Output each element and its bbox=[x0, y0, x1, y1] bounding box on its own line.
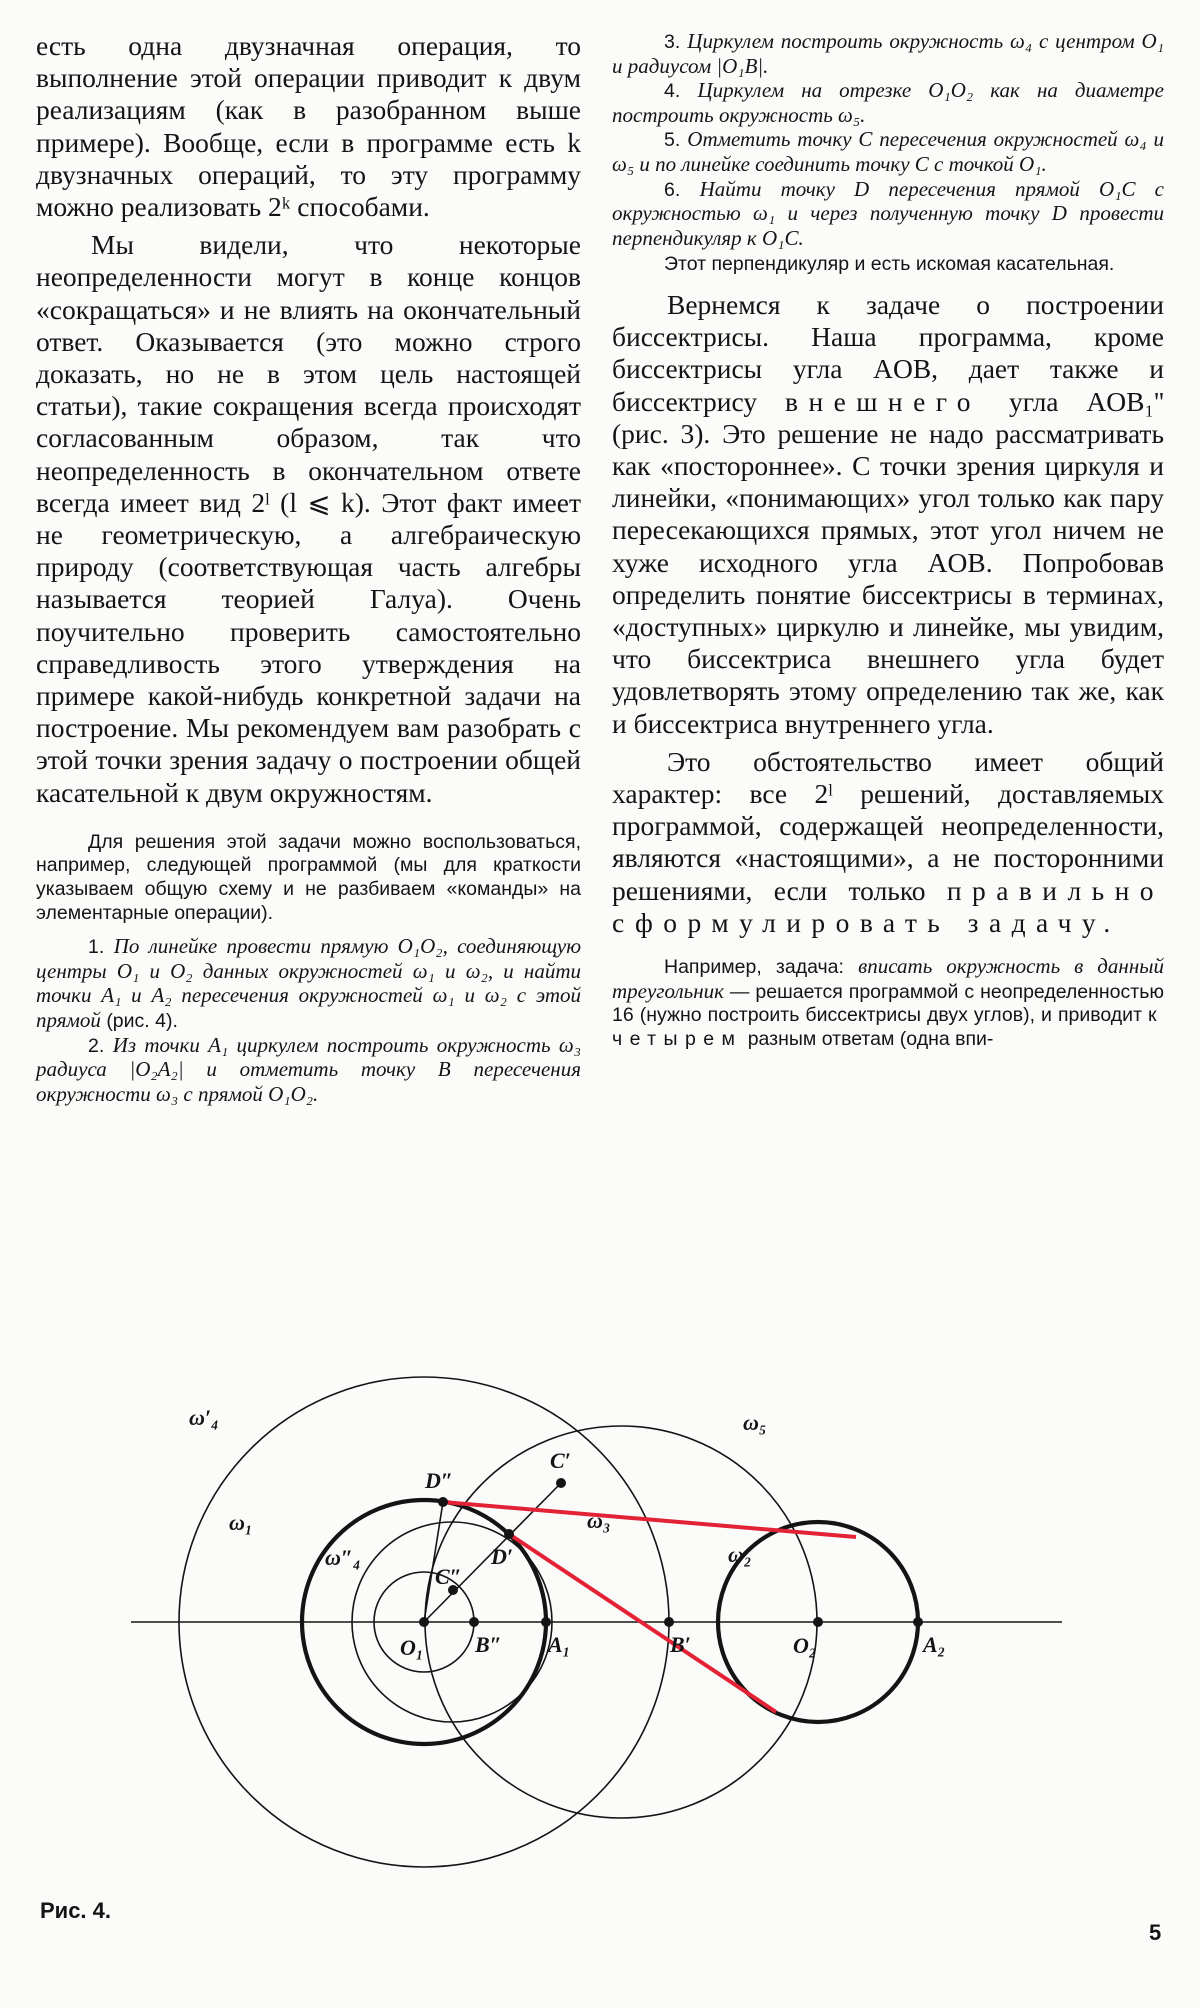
program-step-4 bbox=[612, 79, 1164, 128]
figure-4-construction bbox=[95, 1350, 1085, 1890]
program-step-5 bbox=[612, 128, 1164, 177]
label-c-prime: C′ bbox=[550, 1448, 571, 1473]
label-omega3: ω₃ bbox=[587, 1508, 611, 1533]
paragraph-tangent-result: Этот перпендикуляр и есть искомая касательная. bbox=[664, 253, 1115, 276]
step-number: 5. bbox=[664, 129, 681, 152]
label-d-prime: D′ bbox=[491, 1544, 514, 1569]
step-text: Найти точку D пересечения прямой O₁C с окружностью ω₁ и через полученную точку D провести перпендикуляр к O₁C. bbox=[612, 176, 1165, 250]
label-a2: A₂ bbox=[923, 1632, 946, 1657]
point-o1 bbox=[419, 1617, 429, 1627]
label-omega4-prime: ω′₄ bbox=[189, 1405, 219, 1430]
label-a1: A₁ bbox=[548, 1632, 571, 1657]
step-text: По линейке провести прямую O₁O₂, соединяющую центры O₁ и O₂ данных окружностей ω₁ и ω₂, и найти точки A₁ и A₂ пересечения окружностей ω₁ и ω₂ с этой прямой bbox=[36, 934, 582, 1033]
step-number: 4. bbox=[664, 80, 681, 103]
step-text: Циркулем на отрезке O₁O₂ как на диаметре построить окружность ω₅. bbox=[612, 78, 1164, 127]
figure-caption: Рис. 4. bbox=[40, 1898, 112, 1923]
paragraph-program-intro: Для решения этой задачи можно воспользоваться, например, следующей программой (мы для краткости указываем общую схему и не разбиваем «команды» на элементарные операции). bbox=[36, 830, 581, 924]
spaced-emphasis: внешнего bbox=[785, 385, 981, 417]
page-number: 5 bbox=[1149, 1920, 1162, 1945]
point-a2 bbox=[913, 1617, 923, 1627]
step-number: 1. bbox=[88, 936, 105, 959]
label-o2: O₂ bbox=[793, 1633, 817, 1658]
point-a1 bbox=[541, 1617, 551, 1627]
program-steps-right bbox=[612, 30, 1164, 277]
point-b-double-prime bbox=[469, 1617, 479, 1627]
point-d-double-prime bbox=[438, 1497, 448, 1507]
label-b-prime: B′ bbox=[670, 1632, 691, 1657]
label-d-double-prime: D″ bbox=[425, 1468, 454, 1493]
label-omega4-double-prime: ω″₄ bbox=[325, 1545, 361, 1570]
step-number: 2. bbox=[88, 1034, 105, 1057]
label-omega1: ω₁ bbox=[229, 1510, 253, 1535]
program-step-3 bbox=[612, 30, 1164, 79]
paragraph-inscribed-circle: Например, задача: вписать окружность в данный треугольник — решается программой с неопределенностью 16 (нужно построить биссектрисы двух углов), и приводит к четырем разным ответам (одна впи- bbox=[612, 954, 1164, 1050]
label-c-double-prime: C″ bbox=[435, 1564, 462, 1589]
program-step-1 bbox=[36, 935, 581, 1033]
label-o1: O₁ bbox=[400, 1635, 424, 1660]
paragraph-galois: Мы видели, что некоторые неопределенности могут в конце концов «сокращаться» и не влиять на окончательный ответ. Оказывается (это можно строго доказать, но не в этом цель настоящей статьи), такие сокращения всегда происходят согласованным образом, так что неопределенность в окончательном ответе всегда имеет вид 2ˡ (l ⩽ k). Этот факт имеет не геометрическую, а алгебраическую природу (соответствующая часть алгебры называется теорией Галуа). Очень поучительно проверить самостоятельно справедливость этого утверждения на примере какой-нибудь конкретной задачи на построение. Мы рекомендуем вам разобрать с этой точки зрения задачу о построении общей касательной к двум окружностям. bbox=[36, 229, 581, 808]
program-steps-left bbox=[36, 935, 581, 1107]
step-text: Циркулем построить окружность ω₄ с центром O₁ и радиусом |O₁B|. bbox=[612, 29, 1165, 78]
step-number: 3. bbox=[664, 31, 681, 53]
right-column bbox=[612, 30, 1164, 1051]
point-b-prime bbox=[664, 1617, 674, 1627]
point-c-prime bbox=[556, 1478, 566, 1488]
paragraph-real-solutions: Это обстоятельство имеет общий характер: все 2ˡ решений, доставляемых программой, содержащей неопределенности, являются «настоящими», а не посторонними решениями, если только правильно сформулировать задачу. bbox=[612, 745, 1164, 938]
point-o2 bbox=[813, 1617, 823, 1627]
label-omega5: ω₅ bbox=[743, 1410, 767, 1435]
program-step-2 bbox=[36, 1034, 581, 1108]
left-column bbox=[36, 30, 581, 1107]
line-o1-dpp bbox=[424, 1502, 443, 1622]
spaced-emphasis: правильно сформулировать задачу. bbox=[612, 874, 1164, 938]
paragraph-realizations: есть одна двузначная операция, то выполнение этой операции приводит к двум реализациям (как в разобранном выше примере). Вообще, если в программе есть k двузначных операций, то эту программу можно реализовать 2ᵏ способами. bbox=[36, 30, 581, 223]
step-number: 6. bbox=[664, 178, 681, 201]
program-step-6 bbox=[612, 178, 1164, 252]
figure-reference: (рис. 4). bbox=[106, 1010, 178, 1033]
point-d-prime bbox=[504, 1529, 514, 1539]
label-b-double-prime: B″ bbox=[475, 1632, 502, 1657]
paragraph-bisector: Вернемся к задаче о построении биссектрисы. Наша программа, кроме биссектрисы угла AOB, дает также и биссектрису внешнего угла AOB₁'' (рис. 3). Это решение не надо рассматривать как «постороннее». С точки зрения циркуля и линейки, «понимающих» угол только как пару пересекающихся прямых, этот угол ничем не хуже исходного угла AOB. Попробовав определить понятие биссектрисы в терминах, «доступных» циркулю и линейке, мы увидим, что биссектриса внешнего угла будет удовлетворять этому определению так же, как и биссектриса внутреннего угла. bbox=[612, 288, 1165, 739]
step-text: Из точки A₁ циркулем построить окружность ω₃ радиуса |O₂A₂| и отметить точку B пересечения окружности ω₃ с прямой O₁O₂. bbox=[36, 1032, 581, 1106]
step-text: Отметить точку C пересечения окружностей ω₄ и ω₅ и по линейке соединить точку C с точкой O₁. bbox=[612, 127, 1164, 176]
spaced-emphasis: к четырем bbox=[612, 1004, 1164, 1050]
label-omega2: ω₂ bbox=[728, 1542, 752, 1567]
